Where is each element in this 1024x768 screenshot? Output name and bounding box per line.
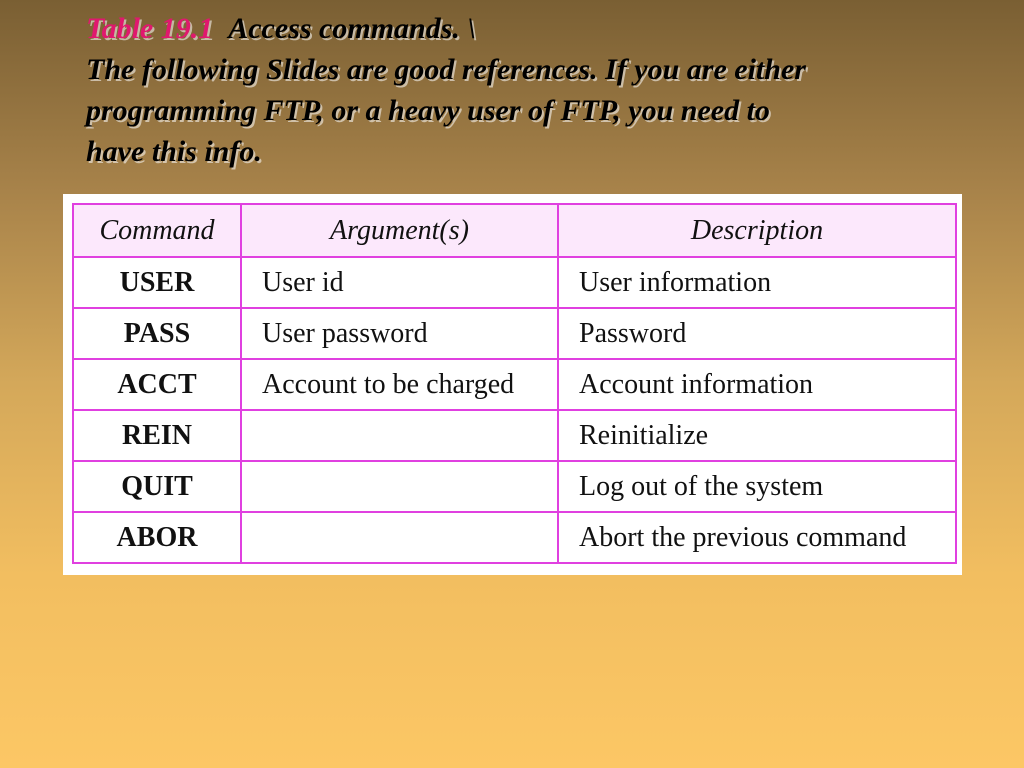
heading-line-1 — [86, 8, 986, 49]
argument-cell — [241, 461, 558, 512]
heading-line-2: The following Slides are good references. If you are either — [86, 53, 806, 86]
slide-heading — [86, 8, 986, 172]
table-row — [73, 461, 956, 512]
argument-cell: Account to be charged — [241, 359, 558, 410]
description-cell: Reinitialize — [558, 410, 956, 461]
access-commands-table — [72, 203, 957, 564]
table-row — [73, 308, 956, 359]
table-number: Table 19.1 — [86, 12, 214, 45]
description-cell: Account information — [558, 359, 956, 410]
command-cell: REIN — [73, 410, 241, 461]
command-cell: ABOR — [73, 512, 241, 563]
description-cell: Log out of the system — [558, 461, 956, 512]
header-command: Command — [73, 204, 241, 257]
command-cell: PASS — [73, 308, 241, 359]
table-title: Access commands. \ — [228, 12, 476, 45]
description-cell: Abort the previous command — [558, 512, 956, 563]
heading-line-4: have this info. — [86, 135, 262, 168]
command-cell: USER — [73, 257, 241, 308]
command-cell: ACCT — [73, 359, 241, 410]
header-description: Description — [558, 204, 956, 257]
table-row — [73, 410, 956, 461]
table-panel — [63, 194, 962, 575]
table-header-row — [73, 204, 956, 257]
description-cell: User information — [558, 257, 956, 308]
table-row — [73, 257, 956, 308]
argument-cell — [241, 410, 558, 461]
header-arguments: Argument(s) — [241, 204, 558, 257]
description-cell: Password — [558, 308, 956, 359]
argument-cell: User id — [241, 257, 558, 308]
argument-cell — [241, 512, 558, 563]
table-row — [73, 512, 956, 563]
argument-cell: User password — [241, 308, 558, 359]
command-cell: QUIT — [73, 461, 241, 512]
heading-line-3: programming FTP, or a heavy user of FTP, you need to — [86, 94, 770, 127]
table-row — [73, 359, 956, 410]
